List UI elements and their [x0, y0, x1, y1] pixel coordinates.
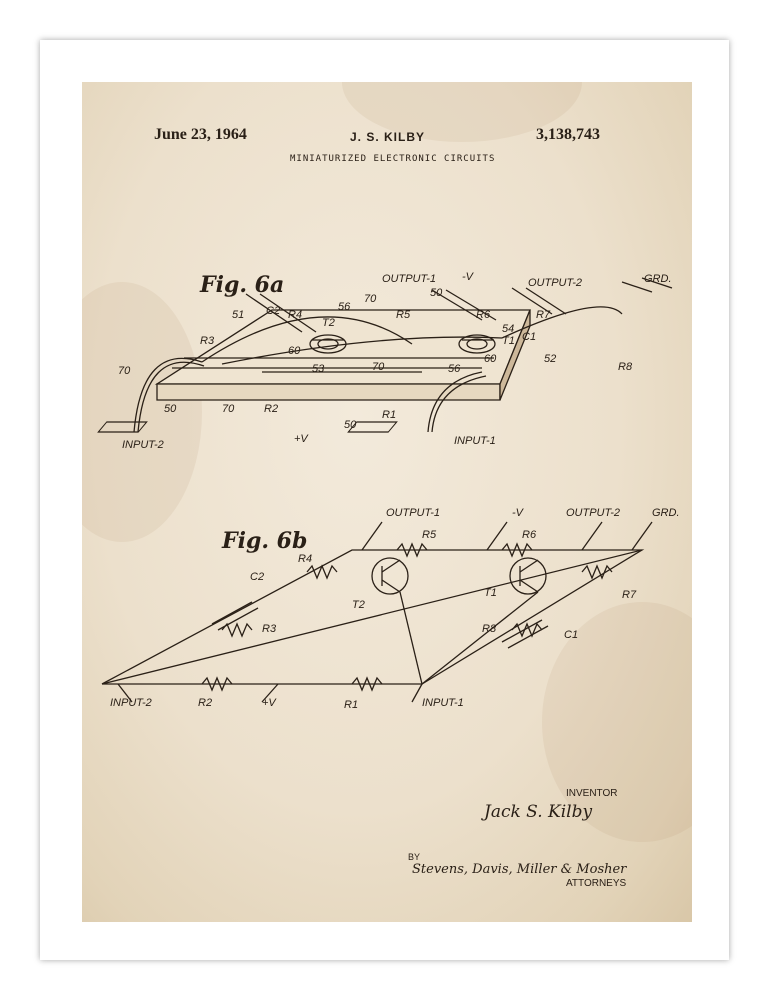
- fig6a-label: T2: [322, 317, 335, 329]
- fig6b-label: R2: [198, 697, 213, 709]
- fig6b-label: GRD.: [652, 507, 680, 519]
- fig6b-label: C1: [564, 629, 579, 641]
- fig6a-label: R6: [476, 309, 491, 321]
- fig6a-label: 53: [312, 363, 325, 375]
- fig6b-label: R6: [522, 529, 537, 541]
- fig6a-label: 70: [364, 293, 377, 305]
- fig6a-label: 60: [484, 353, 497, 365]
- fig6a-label: R3: [200, 335, 215, 347]
- fig6b-label: R8: [482, 623, 497, 635]
- patent-sheet: [82, 82, 692, 922]
- attorneys-label: ATTORNEYS: [566, 878, 627, 889]
- fig6a-label: 70: [118, 365, 131, 377]
- fig6a-label: C2: [266, 305, 281, 317]
- fig6b-label: R7: [622, 589, 637, 601]
- fig6b-label: R5: [422, 529, 437, 541]
- fig6a-label: 51: [232, 309, 245, 321]
- fig6a-label: -V: [462, 271, 473, 283]
- fig6b-label: OUTPUT-2: [566, 507, 620, 519]
- fig6a-label: OUTPUT-2: [528, 277, 582, 289]
- fig6a-label: 56: [338, 301, 351, 313]
- fig6b-label: T2: [352, 599, 365, 611]
- fig6a-label: 56: [448, 363, 461, 375]
- fig6b-label: INPUT-2: [110, 697, 152, 709]
- fig6a-title: Fig. 6a: [200, 272, 285, 298]
- inventor-label: INVENTOR: [566, 788, 618, 799]
- patent-title: MINIATURIZED ELECTRONIC CIRCUITS: [290, 154, 496, 164]
- fig6b-label: T1: [484, 587, 497, 599]
- fig6a-label: 70: [222, 403, 235, 415]
- fig6a-label: C1: [522, 331, 537, 343]
- patent-number: 3,138,743: [536, 126, 600, 143]
- fig6a-label: OUTPUT-1: [382, 273, 436, 285]
- inventor-name: Jack S. Kilby: [484, 802, 593, 822]
- fig6a-label: +V: [294, 433, 308, 445]
- fig6b-label: R1: [344, 699, 359, 711]
- fig6b-label: C2: [250, 571, 265, 583]
- fig6a-label: R7: [536, 309, 551, 321]
- fig6a-label: 50: [430, 287, 443, 299]
- fig6a-label: 50: [344, 419, 357, 431]
- fig6a-label: R4: [288, 309, 303, 321]
- fig6a-label: R5: [396, 309, 411, 321]
- fig6a-label: 60: [288, 345, 301, 357]
- fig6b-label: -V: [512, 507, 523, 519]
- attorneys-signature: Stevens, Davis, Miller & Mosher: [412, 862, 627, 877]
- fig6a-label: INPUT-2: [122, 439, 164, 451]
- fig6b-label: +V: [262, 697, 276, 709]
- fig6a-label: 50: [164, 403, 177, 415]
- fig6a-label: R8: [618, 361, 633, 373]
- fig6a-label: 52: [544, 353, 557, 365]
- patent-author: J. S. KILBY: [350, 130, 426, 144]
- fig6a-label: R2: [264, 403, 279, 415]
- fig6b-label: INPUT-1: [422, 697, 464, 709]
- patent-date: June 23, 1964: [154, 126, 247, 143]
- fig6a-label: R1: [382, 409, 397, 421]
- fig6a-label: 54: [502, 323, 515, 335]
- fig6b-title: Fig. 6b: [222, 528, 308, 554]
- by-label: BY: [408, 852, 421, 862]
- fig6a-label: INPUT-1: [454, 435, 496, 447]
- fig6b-label: R3: [262, 623, 277, 635]
- fig6b-label: OUTPUT-1: [386, 507, 440, 519]
- fig6a-label: 70: [372, 361, 385, 373]
- fig6a-label: T1: [502, 335, 515, 347]
- fig6a-label: GRD.: [644, 273, 672, 285]
- fig6b-label: R4: [298, 553, 313, 565]
